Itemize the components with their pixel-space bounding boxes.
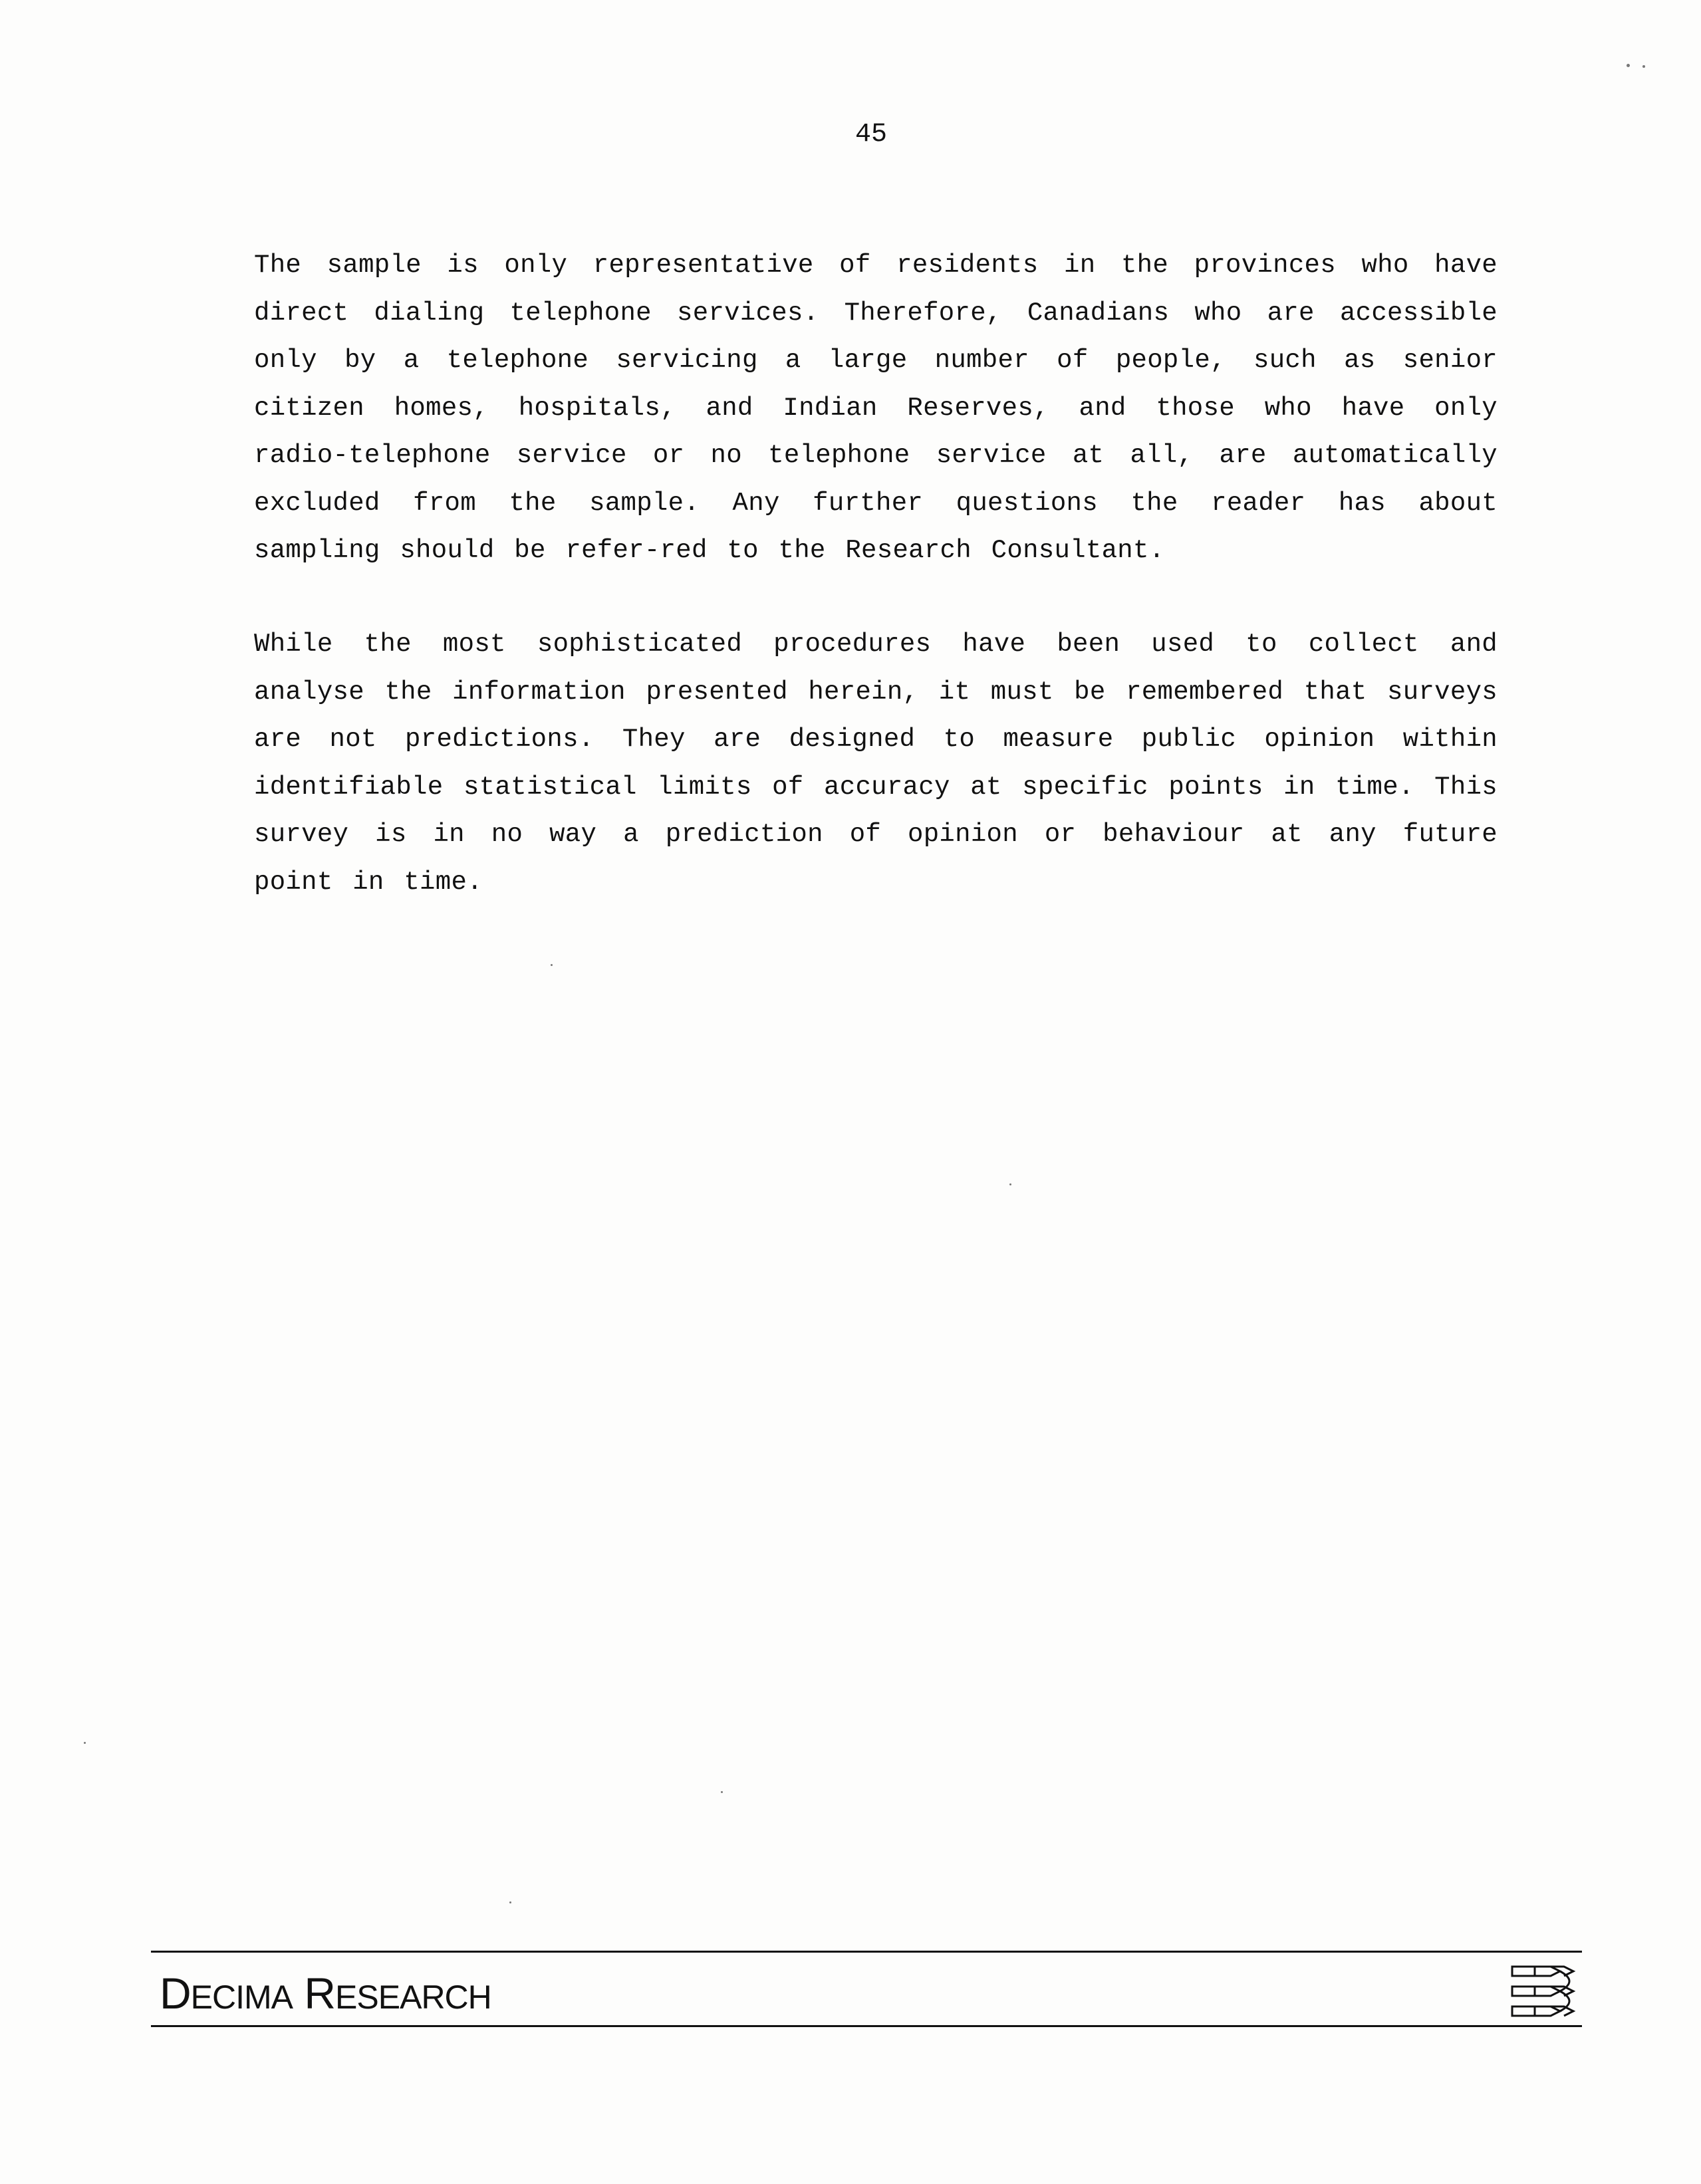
scan-speck xyxy=(509,1901,511,1903)
scan-speck xyxy=(721,1791,723,1793)
footer-rule-bottom xyxy=(151,2025,1582,2027)
decima-arrows-icon xyxy=(1509,1961,1583,2022)
footer-rule-top xyxy=(151,1951,1582,1953)
scan-speck xyxy=(551,964,553,966)
paragraph-sampling: The sample is only representative of residents in the provinces who have direct dialing telephone services. Therefore, Canadians who are accessible only by a telephone servicing a large number of people, such as senior citizen homes, hospitals, and Indian Reserves, and those who have only radio-telephone service or no telephone service at all, are automatically excluded from the sample. Any further questions the reader has about sampling should be refer-red to the Research Consultant. xyxy=(254,251,1498,565)
page-number: 45 xyxy=(854,120,887,150)
scan-speck xyxy=(1627,64,1630,67)
decima-research-logo-text xyxy=(160,1968,491,2018)
logo-word-esearch: ESEARCH xyxy=(335,1979,491,2016)
logo-word-ecima: ECIMA xyxy=(190,1979,293,2016)
scan-speck xyxy=(1642,65,1645,68)
logo-letter-d: D xyxy=(160,1969,191,2018)
logo-letter-r: R xyxy=(304,1969,336,2018)
scan-speck xyxy=(84,1742,86,1744)
scan-speck xyxy=(1009,1183,1011,1185)
paragraph-predictions: While the most sophisticated procedures have been used to collect and analyse the information presented herein, it must be remembered that surveys are not predictions. They are designed to measure public opinion within identifiable statistical limits of accuracy at specific points in time. This survey is in no way a prediction of opinion or behaviour at any future point in time. xyxy=(254,630,1498,897)
